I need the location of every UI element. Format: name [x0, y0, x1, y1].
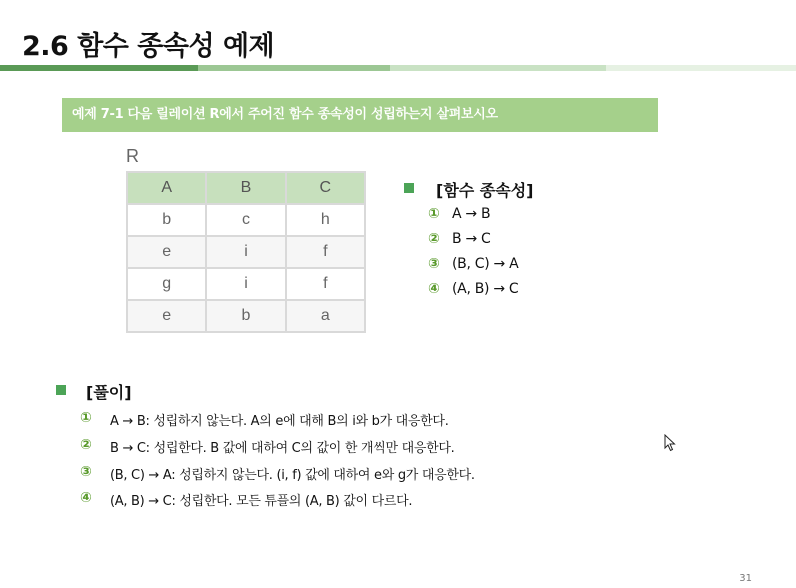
- table-cell: i: [206, 268, 285, 300]
- solution-number: ③: [80, 464, 92, 480]
- solution-item: A → B: 성립하지 않는다. A의 e에 대해 B의 i와 b가 대응한다.: [110, 414, 449, 429]
- column-header: A: [127, 172, 206, 204]
- dependency-number: ③: [428, 256, 440, 272]
- dependency-item: B → C: [452, 231, 491, 247]
- table-cell: a: [286, 300, 365, 332]
- dependency-item: A → B: [452, 206, 491, 222]
- title-underline-segment-1: [0, 65, 198, 71]
- title-underline-segment-4: [606, 65, 796, 71]
- table-row: [127, 300, 365, 332]
- table-row: [127, 268, 365, 300]
- solution-number: ④: [80, 490, 92, 506]
- slide-title: 2.6 함수 종속성 예제: [22, 31, 275, 62]
- solution-item: (B, C) → A: 성립하지 않는다. (i, f) 값에 대하여 e와 g가 대응한다.: [110, 468, 475, 483]
- example-banner: 예제 7-1 다음 릴레이션 R에서 주어진 함수 종속성이 성립하는지 살펴보시오: [62, 98, 658, 132]
- table-cell: e: [127, 236, 206, 268]
- relation-name: R: [126, 146, 139, 166]
- page-number: 31: [739, 573, 752, 584]
- dependency-number: ①: [428, 206, 440, 222]
- solution-item: (A, B) → C: 성립한다. 모든 튜플의 (A, B) 값이 다르다.: [110, 494, 413, 509]
- title-underline-segment-3: [390, 65, 606, 71]
- relation-table: [126, 171, 366, 333]
- dependencies-heading: [함수 종속성]: [436, 181, 534, 200]
- table-cell: e: [127, 300, 206, 332]
- dependency-item: (A, B) → C: [452, 281, 519, 297]
- table-cell: c: [206, 204, 285, 236]
- table-row: [127, 204, 365, 236]
- table-row: [127, 236, 365, 268]
- solution-heading: [풀이]: [86, 383, 132, 402]
- solution-number: ①: [80, 410, 92, 426]
- table-cell: h: [286, 204, 365, 236]
- table-cell: b: [206, 300, 285, 332]
- column-header: B: [206, 172, 285, 204]
- dependency-number: ④: [428, 281, 440, 297]
- square-bullet-icon: [404, 183, 414, 193]
- table-cell: b: [127, 204, 206, 236]
- table-cell: f: [286, 268, 365, 300]
- table-cell: i: [206, 236, 285, 268]
- dependency-number: ②: [428, 231, 440, 247]
- title-underline-segment-2: [198, 65, 390, 71]
- table-cell: g: [127, 268, 206, 300]
- square-bullet-icon: [56, 385, 66, 395]
- solution-item: B → C: 성립한다. B 값에 대하여 C의 값이 한 개씩만 대응한다.: [110, 441, 455, 456]
- solution-number: ②: [80, 437, 92, 453]
- mouse-pointer-icon: [664, 434, 676, 452]
- table-cell: f: [286, 236, 365, 268]
- dependency-item: (B, C) → A: [452, 256, 519, 272]
- column-header: C: [286, 172, 365, 204]
- table-header-row: [127, 172, 365, 204]
